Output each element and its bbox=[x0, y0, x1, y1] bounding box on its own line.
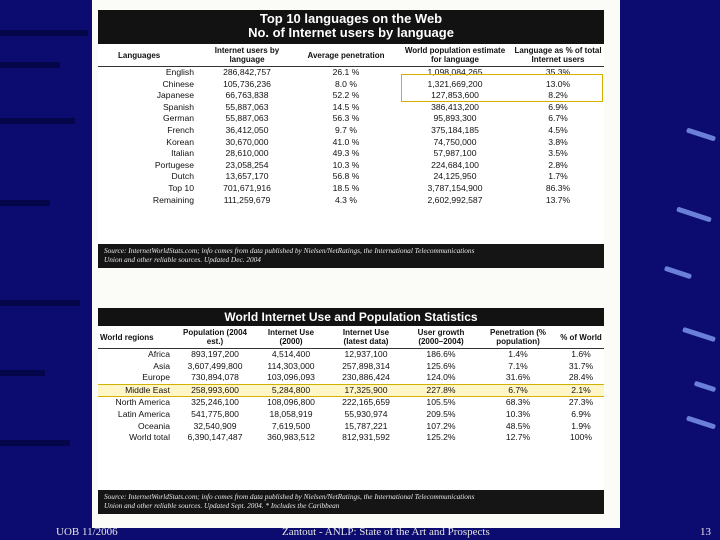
col-header: % of World bbox=[558, 326, 604, 349]
deco-bar bbox=[0, 118, 75, 124]
footer-date: UOB 11/2006 bbox=[56, 526, 118, 538]
scanned-figure bbox=[92, 0, 620, 528]
table-cell: 325,246,100 bbox=[191, 397, 239, 408]
row-label: Dutch bbox=[171, 171, 194, 182]
table-row bbox=[98, 397, 604, 409]
table-cell: 1.9% bbox=[571, 420, 591, 431]
table-cell: 52.2 % bbox=[332, 90, 360, 101]
table-cell: 3,787,154,900 bbox=[427, 182, 483, 193]
row-label: Oceania bbox=[137, 420, 170, 431]
row-label: Europe bbox=[142, 372, 170, 383]
table-cell: 26.1 % bbox=[332, 67, 360, 77]
table-cell: 41.0 % bbox=[332, 136, 360, 147]
table-cell: 2.1% bbox=[558, 384, 604, 397]
table-cell: 68.3% bbox=[505, 397, 531, 408]
row-label: World total bbox=[129, 432, 170, 443]
deco-bar bbox=[0, 62, 60, 68]
table-row bbox=[98, 349, 604, 361]
table-cell: 57,987,100 bbox=[433, 148, 477, 159]
table-cell: 6.9% bbox=[571, 408, 591, 419]
table-cell: 23,058,254 bbox=[225, 159, 269, 170]
table-cell: 227.8% bbox=[404, 384, 478, 397]
deco-bar bbox=[0, 300, 80, 306]
table-cell: 12.7% bbox=[505, 432, 531, 443]
table-row bbox=[98, 432, 604, 444]
table-cell: 8.0 % bbox=[335, 78, 357, 89]
table-cell: 222,165,659 bbox=[342, 397, 390, 408]
table-cell: 8.2% bbox=[548, 90, 568, 101]
languages-grid bbox=[98, 44, 604, 206]
deco-bar bbox=[0, 440, 70, 446]
table-cell: 18,058,919 bbox=[269, 408, 313, 419]
table-cell: 2,602,992,587 bbox=[427, 194, 483, 205]
row-label: North America bbox=[115, 397, 170, 408]
table-cell: 55,887,063 bbox=[225, 113, 269, 124]
table-cell: 103,096,093 bbox=[267, 372, 315, 383]
table-cell: 66,763,838 bbox=[225, 90, 269, 101]
header-row bbox=[98, 326, 604, 349]
table-cell: 56.3 % bbox=[332, 113, 360, 124]
table-cell: 31.6% bbox=[505, 372, 531, 383]
table-cell: 10.3% bbox=[505, 408, 531, 419]
table-cell: 5,284,800 bbox=[254, 384, 328, 397]
table-cell: 6.9% bbox=[548, 101, 568, 112]
table-cell: 28.4% bbox=[568, 372, 594, 383]
table-row bbox=[98, 90, 604, 102]
table-cell: 36,412,050 bbox=[225, 124, 269, 135]
slide-footer bbox=[0, 526, 720, 540]
table-row bbox=[98, 160, 604, 172]
header-row bbox=[98, 44, 604, 67]
table-cell: 1,321,669,200 bbox=[427, 78, 483, 89]
footer-title: Zantout - ANLP: State of the Art and Prospects bbox=[282, 526, 490, 538]
table-cell: 812,931,592 bbox=[342, 432, 390, 443]
col-header: Penetration (% population) bbox=[478, 326, 558, 349]
table-row bbox=[98, 79, 604, 91]
row-label: Remaining bbox=[152, 194, 194, 205]
table-cell: 55,930,974 bbox=[344, 408, 388, 419]
table-row bbox=[98, 67, 604, 79]
table-cell: 105.5% bbox=[426, 397, 456, 408]
table-cell: 7,619,500 bbox=[271, 420, 311, 431]
table-cell: 9.7 % bbox=[335, 124, 357, 135]
row-label: Japanese bbox=[156, 90, 194, 101]
row-label: French bbox=[167, 124, 194, 135]
col-header: Internet Use (2000) bbox=[254, 326, 328, 349]
table-cell: 286,842,757 bbox=[223, 67, 271, 77]
table-cell: 7.1% bbox=[508, 360, 528, 371]
table-cell: 49.3 % bbox=[332, 148, 360, 159]
table-cell: 730,894,078 bbox=[191, 372, 239, 383]
table-row bbox=[98, 361, 604, 373]
table-cell: 18.5 % bbox=[332, 182, 360, 193]
col-header: Internet Use (latest data) bbox=[328, 326, 404, 349]
table-cell: 10.3 % bbox=[332, 159, 360, 170]
table-cell: 12,937,100 bbox=[344, 349, 388, 359]
col-header: User growth (2000–2004) bbox=[404, 326, 478, 349]
page-number: 13 bbox=[700, 526, 711, 538]
languages-table bbox=[98, 10, 604, 268]
row-label: Korean bbox=[166, 136, 194, 147]
table-cell: 1,098,084,265 bbox=[427, 67, 483, 77]
col-header: Average penetration bbox=[294, 44, 398, 67]
table-cell: 111,259,679 bbox=[223, 194, 271, 205]
table-cell: 257,898,314 bbox=[342, 360, 390, 371]
row-label: Africa bbox=[148, 349, 170, 359]
source-line: Source: InternetWorldStats.com; info comes from data published by Nielsen/NetRatings, the International Telecommunications bbox=[104, 492, 475, 501]
col-header: World regions bbox=[98, 326, 176, 349]
source-line: Source: InternetWorldStats.com; info comes from data published by Nielsen/NetRatings, the International Telecommunications bbox=[104, 246, 475, 255]
row-label: Chinese bbox=[162, 78, 194, 89]
table-cell: 14.5 % bbox=[332, 101, 360, 112]
table-row bbox=[98, 195, 604, 207]
table-cell: 24,125,950 bbox=[433, 171, 477, 182]
languages-table-title bbox=[98, 10, 604, 44]
source-note bbox=[98, 490, 604, 514]
table-row bbox=[98, 137, 604, 149]
table-row bbox=[98, 183, 604, 195]
table-cell: 3,607,499,800 bbox=[187, 360, 243, 371]
table-cell: 114,303,000 bbox=[267, 360, 315, 371]
table-cell: 386,413,200 bbox=[431, 101, 479, 112]
table-cell: 541,775,800 bbox=[191, 408, 239, 419]
deco-bar bbox=[0, 200, 50, 206]
table-cell: 125.6% bbox=[426, 360, 456, 371]
table-cell: 4.3 % bbox=[335, 194, 357, 205]
col-header: Languages bbox=[98, 44, 200, 67]
table-cell: 186.6% bbox=[426, 349, 456, 359]
title-line: No. of Internet users by language bbox=[248, 25, 454, 40]
deco-bar bbox=[0, 30, 88, 36]
table-cell: 35.3% bbox=[545, 67, 571, 77]
world-internet-table bbox=[98, 308, 604, 514]
table-cell: 1.4% bbox=[508, 349, 528, 359]
table-cell: 17,325,900 bbox=[328, 384, 404, 397]
row-label: Spanish bbox=[162, 101, 194, 112]
table-cell: 375,184,185 bbox=[431, 124, 479, 135]
source-line: Union and other reliable sources. Updated Dec. 2004 bbox=[104, 255, 261, 264]
table-cell: 32,540,909 bbox=[193, 420, 237, 431]
table-row bbox=[98, 372, 604, 384]
table-cell: 107.2% bbox=[426, 420, 456, 431]
table-cell: 30,670,000 bbox=[225, 136, 269, 147]
row-label: Portugese bbox=[154, 159, 194, 170]
table-cell: 28,610,000 bbox=[225, 148, 269, 159]
title-line: Top 10 languages on the Web bbox=[259, 11, 443, 26]
table-row bbox=[98, 409, 604, 421]
row-label: Middle East bbox=[98, 384, 176, 397]
table-cell: 701,671,916 bbox=[223, 182, 271, 193]
table-cell: 230,886,424 bbox=[342, 372, 390, 383]
table-cell: 6.7% bbox=[478, 384, 558, 397]
deco-bar bbox=[0, 370, 45, 376]
table-cell: 124.0% bbox=[426, 372, 456, 383]
table-cell: 127,853,600 bbox=[431, 90, 479, 101]
table-cell: 4,514,400 bbox=[271, 349, 311, 359]
table-row bbox=[98, 102, 604, 114]
table-cell: 95,893,300 bbox=[433, 113, 477, 124]
table-cell: 2.8% bbox=[548, 159, 568, 170]
table-cell: 893,197,200 bbox=[191, 349, 239, 359]
table-cell: 3.8% bbox=[548, 136, 568, 147]
table-cell: 13,657,170 bbox=[225, 171, 269, 182]
table-cell: 56.8 % bbox=[332, 171, 360, 182]
row-label: Asia bbox=[153, 360, 170, 371]
table-cell: 27.3% bbox=[568, 397, 594, 408]
table-cell: 55,887,063 bbox=[225, 101, 269, 112]
source-note bbox=[98, 244, 604, 268]
table-row bbox=[98, 125, 604, 137]
table-row bbox=[98, 384, 604, 397]
table-row bbox=[98, 148, 604, 160]
table-cell: 108,096,800 bbox=[267, 397, 315, 408]
col-header: World population estimate for language bbox=[398, 44, 512, 67]
table-cell: 1.7% bbox=[548, 171, 568, 182]
table-cell: 209.5% bbox=[426, 408, 456, 419]
table-cell: 100% bbox=[570, 432, 592, 443]
table-cell: 86.3% bbox=[545, 182, 571, 193]
table-cell: 258,993,600 bbox=[176, 384, 254, 397]
table-row bbox=[98, 113, 604, 125]
table-cell: 6,390,147,487 bbox=[187, 432, 243, 443]
row-label: German bbox=[162, 113, 194, 124]
table-cell: 3.5% bbox=[548, 148, 568, 159]
table-cell: 4.5% bbox=[548, 124, 568, 135]
row-label: Top 10 bbox=[168, 182, 194, 193]
col-header: Language as % of total Internet users bbox=[512, 44, 604, 67]
world-table-title: World Internet Use and Population Statistics bbox=[98, 308, 604, 326]
table-row bbox=[98, 171, 604, 183]
table-cell: 13.0% bbox=[545, 78, 571, 89]
col-header: Population (2004 est.) bbox=[176, 326, 254, 349]
table-cell: 74,750,000 bbox=[433, 136, 477, 147]
table-cell: 125.2% bbox=[426, 432, 456, 443]
table-cell: 360,983,512 bbox=[267, 432, 315, 443]
source-line: Union and other reliable sources. Updated Sept. 2004. * Includes the Caribbean bbox=[104, 501, 340, 510]
table-cell: 15,787,221 bbox=[344, 420, 388, 431]
col-header: Internet users by language bbox=[200, 44, 294, 67]
table-cell: 105,736,236 bbox=[223, 78, 271, 89]
table-cell: 224,684,100 bbox=[431, 159, 479, 170]
world-grid bbox=[98, 326, 604, 444]
table-cell: 1.6% bbox=[571, 349, 591, 359]
row-label: English bbox=[165, 67, 194, 77]
table-cell: 6.7% bbox=[548, 113, 568, 124]
table-row bbox=[98, 421, 604, 433]
table-cell: 48.5% bbox=[505, 420, 531, 431]
table-cell: 13.7% bbox=[545, 194, 571, 205]
row-label: Italian bbox=[171, 148, 194, 159]
table-cell: 31.7% bbox=[568, 360, 594, 371]
row-label: Latin America bbox=[117, 408, 170, 419]
